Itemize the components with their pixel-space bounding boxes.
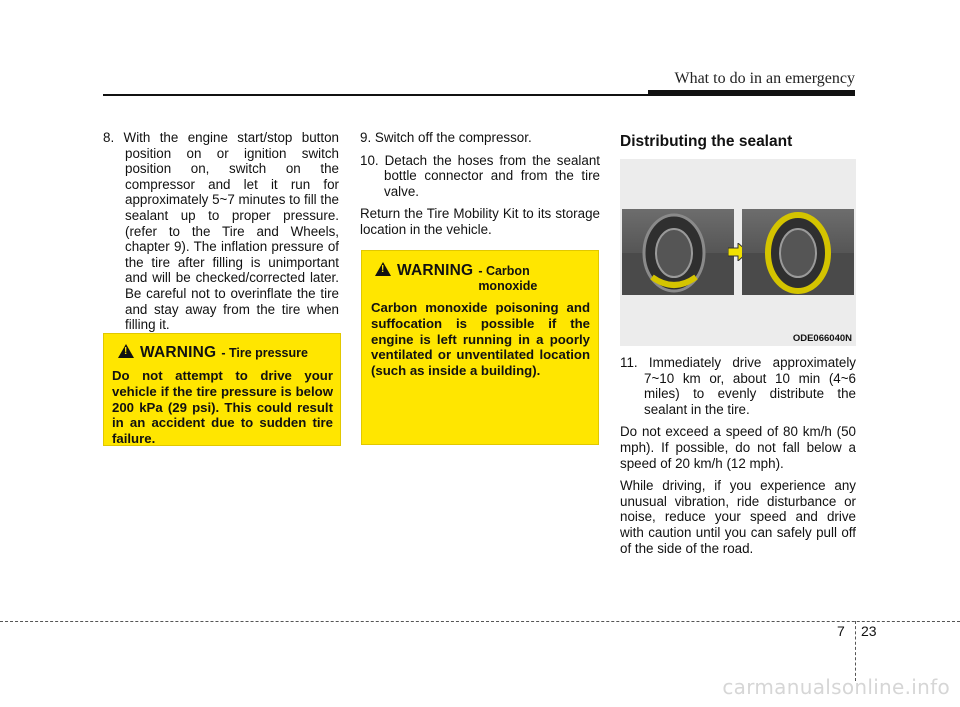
return-note: Return the Tire Mobility Kit to its storage location in the vehicle. — [360, 206, 600, 237]
section-title: Distributing the sealant — [620, 133, 793, 150]
tire-before-image — [622, 209, 734, 295]
header-rule-accent — [648, 90, 855, 96]
step-10: 10. Detach the hoses from the sealant bottle connector and from the tire valve. — [360, 152, 600, 199]
step-11: 11. Immediately drive approximately 7~10 km or, about 10 min (4~6 miles) to evenly distribute the sealant in the tire. — [620, 355, 856, 417]
warning-subject: - Carbon monoxide — [478, 264, 538, 293]
tire-after-image — [742, 209, 854, 295]
chapter-number: 7 — [837, 623, 845, 639]
warning-body: Do not attempt to drive your vehicle if the tire pressure is below 200 kPa (29 psi). This could result in an accident due to sudden tire failure. — [112, 368, 333, 447]
sealant-figure — [620, 159, 856, 346]
column-3 — [620, 355, 856, 563]
step-9: 9. Switch off the compressor. — [360, 130, 532, 145]
step-8: 8. With the engine start/stop button position on or ignition switch position on, switch on the compressor and let it run for approximately 5~7 minutes to fill the sealant up to proper pressure. (refer to the Tire and Wheels, chapter 9). The inflation pressure of the tire after filling is unimportant and will be checked/corrected later. Be careful not to overinflate the tire and stay away from the tire when filling it. — [103, 130, 339, 333]
warning-word: WARNING — [140, 344, 217, 361]
warning-header — [371, 262, 590, 294]
column-2 — [360, 130, 600, 245]
warning-subject: - Tire pressure — [221, 346, 308, 360]
header-title: What to do in an emergency — [674, 70, 855, 87]
warning-triangle-icon — [118, 344, 134, 358]
speed-paragraph: Do not exceed a speed of 80 km/h (50 mph). If possible, do not fall below a speed of 20 km/h (12 mph). — [620, 424, 856, 471]
warning-tire-pressure — [103, 333, 341, 446]
watermark: carmanualsonline.info — [722, 675, 950, 699]
footer-divider — [855, 621, 856, 681]
column-1 — [103, 130, 339, 340]
warning-triangle-icon — [375, 262, 391, 276]
warning-body: Carbon monoxide poisoning and suffocation is possible if the engine is left running in a poorly ventilated or unventilated location (such as inside a building). — [371, 300, 590, 379]
footer-rule — [0, 621, 960, 622]
figure-code: ODE066040N — [792, 333, 852, 344]
vibration-paragraph: While driving, if you experience any unusual vibration, ride disturbance or noise, reduce your speed and drive with caution until you can safely pull off of the side of the road. — [620, 478, 856, 556]
warning-carbon-monoxide — [361, 250, 599, 445]
page-number: 23 — [861, 623, 877, 639]
warning-header — [112, 344, 333, 362]
warning-word: WARNING — [397, 262, 474, 279]
